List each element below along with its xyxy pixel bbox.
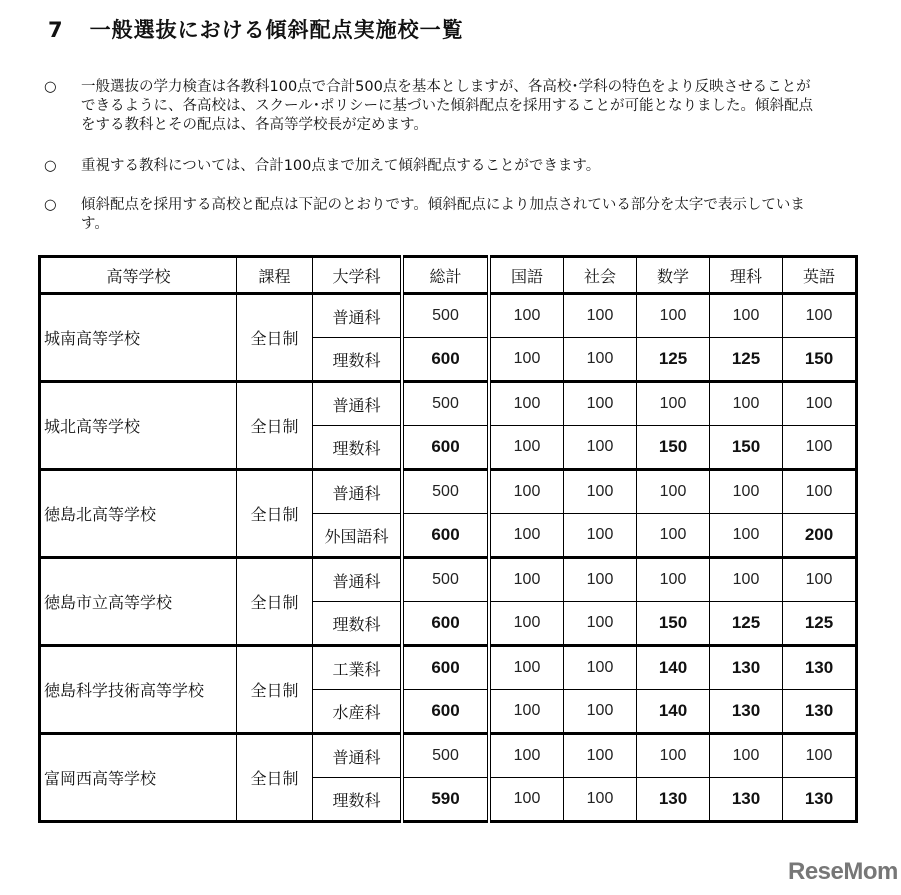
subject-score: 200 bbox=[783, 514, 857, 558]
subject-score: 100 bbox=[489, 690, 564, 734]
subject-score: 100 bbox=[710, 514, 783, 558]
subject-score: 100 bbox=[489, 778, 564, 822]
total-score: 500 bbox=[402, 470, 489, 514]
department: 水産科 bbox=[313, 690, 403, 734]
department: 外国語科 bbox=[313, 514, 403, 558]
course: 全日制 bbox=[237, 294, 313, 382]
column-header: 理科 bbox=[710, 257, 783, 294]
department: 普通科 bbox=[313, 558, 403, 602]
subject-score: 100 bbox=[783, 382, 857, 426]
subject-score: 140 bbox=[637, 690, 710, 734]
subject-score: 100 bbox=[564, 646, 637, 690]
subject-score: 100 bbox=[637, 734, 710, 778]
subject-score: 100 bbox=[564, 778, 637, 822]
subject-score: 100 bbox=[564, 690, 637, 734]
subject-score: 100 bbox=[489, 426, 564, 470]
subject-score: 125 bbox=[783, 602, 857, 646]
subject-score: 100 bbox=[637, 382, 710, 426]
course: 全日制 bbox=[237, 558, 313, 646]
subject-score: 100 bbox=[489, 558, 564, 602]
subject-score: 100 bbox=[783, 558, 857, 602]
subject-score: 100 bbox=[710, 470, 783, 514]
subject-score: 100 bbox=[489, 602, 564, 646]
subject-score: 100 bbox=[710, 382, 783, 426]
subject-score: 140 bbox=[637, 646, 710, 690]
total-score: 600 bbox=[402, 602, 489, 646]
subject-score: 100 bbox=[637, 294, 710, 338]
subject-score: 100 bbox=[710, 558, 783, 602]
school-name: 城北高等学校 bbox=[40, 382, 237, 470]
column-header: 社会 bbox=[564, 257, 637, 294]
subject-score: 100 bbox=[783, 294, 857, 338]
subject-score: 100 bbox=[489, 294, 564, 338]
subject-score: 100 bbox=[564, 734, 637, 778]
total-score: 600 bbox=[402, 338, 489, 382]
subject-score: 100 bbox=[489, 382, 564, 426]
subject-score: 125 bbox=[710, 338, 783, 382]
subject-score: 100 bbox=[489, 338, 564, 382]
column-header: 国語 bbox=[489, 257, 564, 294]
total-score: 600 bbox=[402, 690, 489, 734]
column-header: 高等学校 bbox=[40, 257, 237, 294]
subject-score: 100 bbox=[637, 514, 710, 558]
school-name: 徳島北高等学校 bbox=[40, 470, 237, 558]
subject-score: 150 bbox=[637, 602, 710, 646]
subject-score: 125 bbox=[710, 602, 783, 646]
department: 普通科 bbox=[313, 470, 403, 514]
total-score: 590 bbox=[402, 778, 489, 822]
page-title bbox=[48, 14, 464, 44]
subject-score: 130 bbox=[710, 778, 783, 822]
subject-score: 130 bbox=[783, 646, 857, 690]
subject-score: 100 bbox=[564, 514, 637, 558]
column-header: 課程 bbox=[237, 257, 313, 294]
note-3: ○ 傾斜配点を採用する高校と配点は下記のとおりです。傾斜配点により加点されている部分を太字で表示しています。 bbox=[44, 197, 805, 232]
school-name: 徳島科学技術高等学校 bbox=[40, 646, 237, 734]
total-score: 500 bbox=[402, 382, 489, 426]
subject-score: 100 bbox=[564, 426, 637, 470]
department: 理数科 bbox=[313, 426, 403, 470]
section-title: 一般選抜における傾斜配点実施校一覧 bbox=[89, 18, 464, 42]
weighted-scoring-table bbox=[38, 255, 858, 823]
school-name: 富岡西高等学校 bbox=[40, 734, 237, 822]
department: 工業科 bbox=[313, 646, 403, 690]
subject-score: 100 bbox=[564, 382, 637, 426]
table-row bbox=[40, 558, 857, 602]
department: 理数科 bbox=[313, 338, 403, 382]
total-score: 500 bbox=[402, 734, 489, 778]
column-header: 総計 bbox=[402, 257, 489, 294]
subject-score: 150 bbox=[710, 426, 783, 470]
circle-bullet-icon: ○ bbox=[44, 158, 57, 174]
subject-score: 150 bbox=[783, 338, 857, 382]
school-name: 徳島市立高等学校 bbox=[40, 558, 237, 646]
subject-score: 130 bbox=[783, 690, 857, 734]
subject-score: 100 bbox=[637, 558, 710, 602]
department: 理数科 bbox=[313, 778, 403, 822]
subject-score: 100 bbox=[564, 470, 637, 514]
table-row bbox=[40, 470, 857, 514]
subject-score: 100 bbox=[489, 470, 564, 514]
subject-score: 130 bbox=[710, 646, 783, 690]
subject-score: 130 bbox=[637, 778, 710, 822]
total-score: 600 bbox=[402, 426, 489, 470]
course: 全日制 bbox=[237, 646, 313, 734]
circle-bullet-icon: ○ bbox=[44, 79, 57, 95]
note-1: ○ 一般選抜の学力検査は各教科100点で合計500点を基本としますが、各高校･学科の特色をより反映させることができるように、各高校は、スクール･ポリシーに基づいた傾斜配点を採用することが可能となりました。傾斜配点をする教科とその配点は、各高等学校長が定めます。 bbox=[44, 79, 813, 133]
subject-score: 100 bbox=[564, 558, 637, 602]
course: 全日制 bbox=[237, 382, 313, 470]
subject-score: 100 bbox=[710, 294, 783, 338]
course: 全日制 bbox=[237, 734, 313, 822]
subject-score: 130 bbox=[710, 690, 783, 734]
circle-bullet-icon: ○ bbox=[44, 197, 57, 213]
subject-score: 100 bbox=[564, 294, 637, 338]
course: 全日制 bbox=[237, 470, 313, 558]
column-header: 英語 bbox=[783, 257, 857, 294]
total-score: 500 bbox=[402, 558, 489, 602]
subject-score: 100 bbox=[564, 338, 637, 382]
subject-score: 100 bbox=[489, 734, 564, 778]
subject-score: 130 bbox=[783, 778, 857, 822]
total-score: 500 bbox=[402, 294, 489, 338]
department: 普通科 bbox=[313, 294, 403, 338]
subject-score: 100 bbox=[489, 646, 564, 690]
subject-score: 100 bbox=[783, 426, 857, 470]
department: 理数科 bbox=[313, 602, 403, 646]
subject-score: 100 bbox=[637, 470, 710, 514]
column-header: 数学 bbox=[637, 257, 710, 294]
subject-score: 100 bbox=[564, 602, 637, 646]
school-name: 城南高等学校 bbox=[40, 294, 237, 382]
note-2: ○ 重視する教科については、合計100点まで加えて傾斜配点することができます。 bbox=[44, 158, 601, 174]
subject-score: 100 bbox=[783, 734, 857, 778]
subject-score: 125 bbox=[637, 338, 710, 382]
subject-score: 150 bbox=[637, 426, 710, 470]
subject-score: 100 bbox=[783, 470, 857, 514]
section-number: 7 bbox=[48, 18, 64, 42]
column-header: 大学科 bbox=[313, 257, 403, 294]
total-score: 600 bbox=[402, 514, 489, 558]
subject-score: 100 bbox=[489, 514, 564, 558]
table-row bbox=[40, 382, 857, 426]
total-score: 600 bbox=[402, 646, 489, 690]
subject-score: 100 bbox=[710, 734, 783, 778]
resemom-logo: ReseMom bbox=[788, 858, 898, 885]
department: 普通科 bbox=[313, 734, 403, 778]
table-row bbox=[40, 734, 857, 778]
table-row bbox=[40, 646, 857, 690]
table-row bbox=[40, 294, 857, 338]
department: 普通科 bbox=[313, 382, 403, 426]
